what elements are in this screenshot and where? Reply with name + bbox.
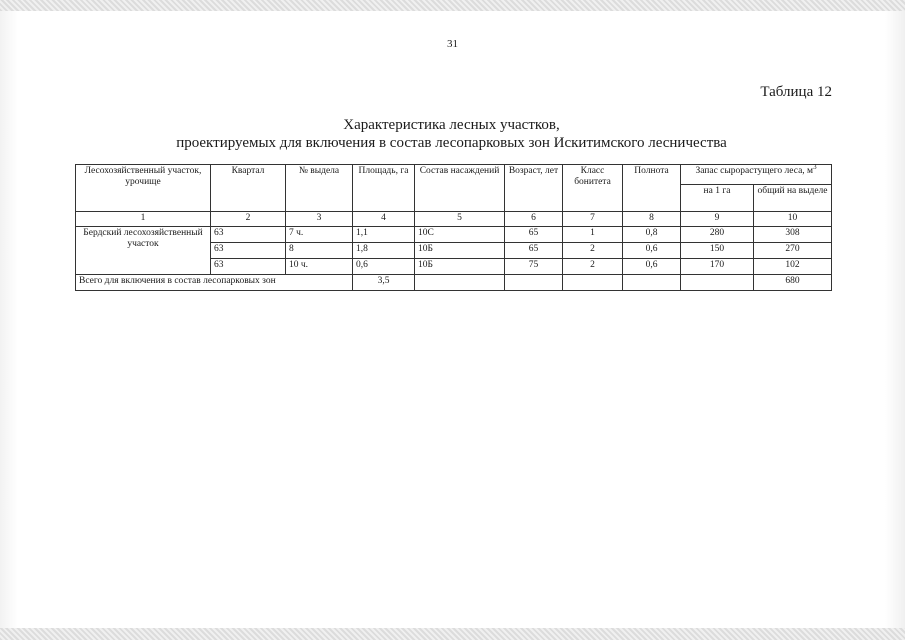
cell-area: 1,8 bbox=[353, 243, 415, 259]
cell-stock-total: 102 bbox=[754, 259, 832, 275]
cell-density: 0,8 bbox=[623, 227, 681, 243]
header-area-unit: Лесохозяйственный участок, урочище bbox=[76, 165, 211, 212]
header-density: Полнота bbox=[623, 165, 681, 212]
header-stock-per-ha: на 1 га bbox=[681, 185, 754, 212]
total-row bbox=[76, 275, 832, 291]
cell-site-class: 2 bbox=[563, 259, 623, 275]
scan-edge-top bbox=[0, 0, 905, 11]
column-number-row bbox=[76, 212, 832, 227]
header-age: Возраст, лет bbox=[505, 165, 563, 212]
cell-area: 1,1 bbox=[353, 227, 415, 243]
cell-quarter: 63 bbox=[211, 227, 286, 243]
cell-quarter: 63 bbox=[211, 259, 286, 275]
cell-plot: 8 bbox=[286, 243, 353, 259]
header-row bbox=[76, 165, 832, 185]
cell-stock-total: 308 bbox=[754, 227, 832, 243]
table-label: Таблица 12 bbox=[760, 84, 832, 100]
total-area: 3,5 bbox=[353, 275, 415, 291]
cell-age: 65 bbox=[505, 243, 563, 259]
cell-density: 0,6 bbox=[623, 243, 681, 259]
scan-edge-left bbox=[0, 11, 18, 628]
cell-age: 65 bbox=[505, 227, 563, 243]
header-stock-unit-sup: 3 bbox=[813, 162, 817, 171]
header-quarter: Квартал bbox=[211, 165, 286, 212]
title-line-1: Характеристика лесных участков, bbox=[343, 117, 560, 133]
total-label: Всего для включения в состав лесопарковых зон bbox=[76, 275, 353, 291]
column-number: 2 bbox=[211, 212, 286, 227]
cell-plot: 7 ч. bbox=[286, 227, 353, 243]
table-row bbox=[76, 227, 832, 243]
scan-edge-bottom bbox=[0, 628, 905, 640]
header-stock-group-text: Запас сырорастущего леса, м bbox=[695, 166, 814, 176]
cell-stock-per-ha: 150 bbox=[681, 243, 754, 259]
total-empty-cell bbox=[505, 275, 563, 291]
cell-site-class: 2 bbox=[563, 243, 623, 259]
cell-plot: 10 ч. bbox=[286, 259, 353, 275]
column-number: 5 bbox=[415, 212, 505, 227]
header-site-class: Класс бонитета bbox=[563, 165, 623, 212]
column-number: 4 bbox=[353, 212, 415, 227]
total-empty-cell bbox=[623, 275, 681, 291]
title-line-2: проектируемых для включения в состав лесопарковых зон Искитимского лесничества bbox=[176, 135, 727, 151]
total-empty-cell bbox=[563, 275, 623, 291]
total-empty-cell bbox=[415, 275, 505, 291]
cell-stock-per-ha: 280 bbox=[681, 227, 754, 243]
column-number: 1 bbox=[76, 212, 211, 227]
cell-site-class: 1 bbox=[563, 227, 623, 243]
cell-age: 75 bbox=[505, 259, 563, 275]
page-number: 31 bbox=[447, 38, 458, 50]
group-label-cell: Бердский лесохозяйственный участок bbox=[76, 227, 211, 275]
cell-composition: 10С bbox=[415, 227, 505, 243]
column-number: 3 bbox=[286, 212, 353, 227]
header-area: Площадь, га bbox=[353, 165, 415, 212]
column-number: 10 bbox=[754, 212, 832, 227]
cell-quarter: 63 bbox=[211, 243, 286, 259]
header-composition: Состав насаждений bbox=[415, 165, 505, 212]
document-title bbox=[150, 116, 753, 152]
cell-density: 0,6 bbox=[623, 259, 681, 275]
total-empty-cell bbox=[681, 275, 754, 291]
column-number: 9 bbox=[681, 212, 754, 227]
forest-plots-table bbox=[75, 164, 832, 291]
header-stock-total: общий на выделе bbox=[754, 185, 832, 212]
column-number: 8 bbox=[623, 212, 681, 227]
cell-area: 0,6 bbox=[353, 259, 415, 275]
cell-stock-per-ha: 170 bbox=[681, 259, 754, 275]
scan-edge-right bbox=[885, 11, 905, 628]
total-stock: 680 bbox=[754, 275, 832, 291]
column-number: 6 bbox=[505, 212, 563, 227]
cell-composition: 10Б bbox=[415, 243, 505, 259]
column-number: 7 bbox=[563, 212, 623, 227]
cell-composition: 10Б bbox=[415, 259, 505, 275]
header-stock-group bbox=[681, 162, 832, 185]
cell-stock-total: 270 bbox=[754, 243, 832, 259]
header-plot-no: № выдела bbox=[286, 165, 353, 212]
